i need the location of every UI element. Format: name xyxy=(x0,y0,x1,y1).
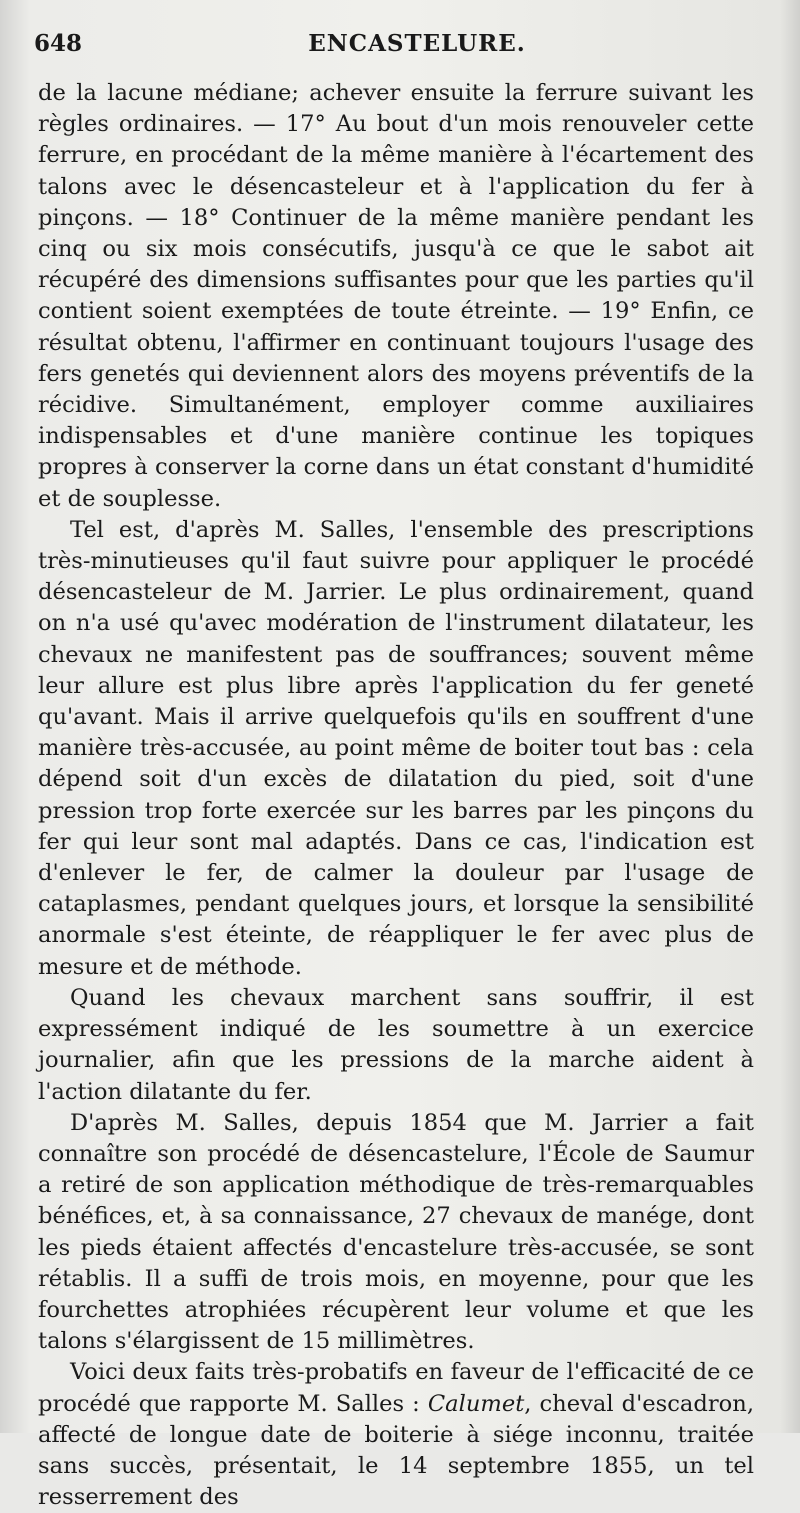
paragraph-prescriptions-summary: Tel est, d'après M. Salles, l'ensemble des prescriptions très-minutieuses qu'il faut suivre pour appliquer le procédé désencasteleur de M. Jarrier. Le plus ordinairement, quand on n'a usé qu'avec modération de l'instrument dilatateur, les chevaux ne manifestent pas de souffrances; souvent même leur allure est plus libre après l'application du fer geneté qu'avant. Mais il arrive quelquefois qu'ils en souffrent d'une manière très-accusée, au point même de boiter tout bas : cela dépend soit d'un excès de dilatation du pied, soit d'une pression trop forte exercée sur les barres par les pinçons du fer qui leur sont mal adaptés. Dans ce cas, l'indication est d'enlever le fer, de calmer la douleur par l'usage de cataplasmes, pendant quelques jours, et lorsque la sensibilité anormale s'est éteinte, de réappliquer le fer avec plus de mesure et de méthode. xyxy=(38,516,754,980)
page-header xyxy=(34,30,760,62)
paragraph-two-cases-start: Voici deux faits très-probatifs en faveur de l'efficacité de ce procédé que rapporte M. Salles : xyxy=(38,1359,754,1417)
body-text xyxy=(38,78,754,1513)
horse-name-calumet: Calumet xyxy=(427,1390,525,1417)
paragraph-exercise: Quand les chevaux marchent sans souffrir, il est expressément indiqué de les soumettre à un exercice journalier, afin que les pressions de la marche aident à l'action dilatante du fer. xyxy=(38,984,754,1105)
paragraph-continuation: de la lacune médiane; achever ensuite la ferrure suivant les règles ordinaires. — 17° Au bout d'un mois renouveler cette ferrure, en procédant de la même manière à l'écartement des talons avec le désencasteleur et à l'application du fer à pinçons. — 18° Continuer de la même manière pendant les cinq ou six mois consécutifs, jusqu'à ce que le sabot ait récupéré des dimensions suffisantes pour que les parties qu'il contient soient exemptées de toute étreinte. — 19° Enfin, ce résultat obtenu, l'affirmer en continuant toujours l'usage des fers genetés qui deviennent alors des moyens préventifs de la récidive. Simultanément, employer comme auxiliaires indispensables et d'une manière continue les topiques propres à conserver la corne dans un état constant d'humidité et de souplesse. xyxy=(38,80,754,512)
page-number: 648 xyxy=(34,30,83,57)
paragraph-two-cases xyxy=(38,1357,754,1513)
paragraph-two-cases-end: , cheval d'escadron, affecté de longue date de boiterie à siége inconnu, traitée sans succès, présentait, le 14 septembre 1855, un tel resserrement des xyxy=(38,1390,754,1511)
running-title: ENCASTELURE. xyxy=(308,30,526,57)
paragraph-saumur-results: D'après M. Salles, depuis 1854 que M. Jarrier a fait connaître son procédé de désencastelure, l'École de Saumur a retiré de son application méthodique de très-remarquables bénéfices, et, à sa connaissance, 27 chevaux de manége, dont les pieds étaient affectés d'encastelure très-accusée, se sont rétablis. Il a suffi de trois mois, en moyenne, pour que les fourchettes atrophiées récupèrent leur volume et que les talons s'élargissent de 15 millimètres. xyxy=(38,1109,754,1355)
